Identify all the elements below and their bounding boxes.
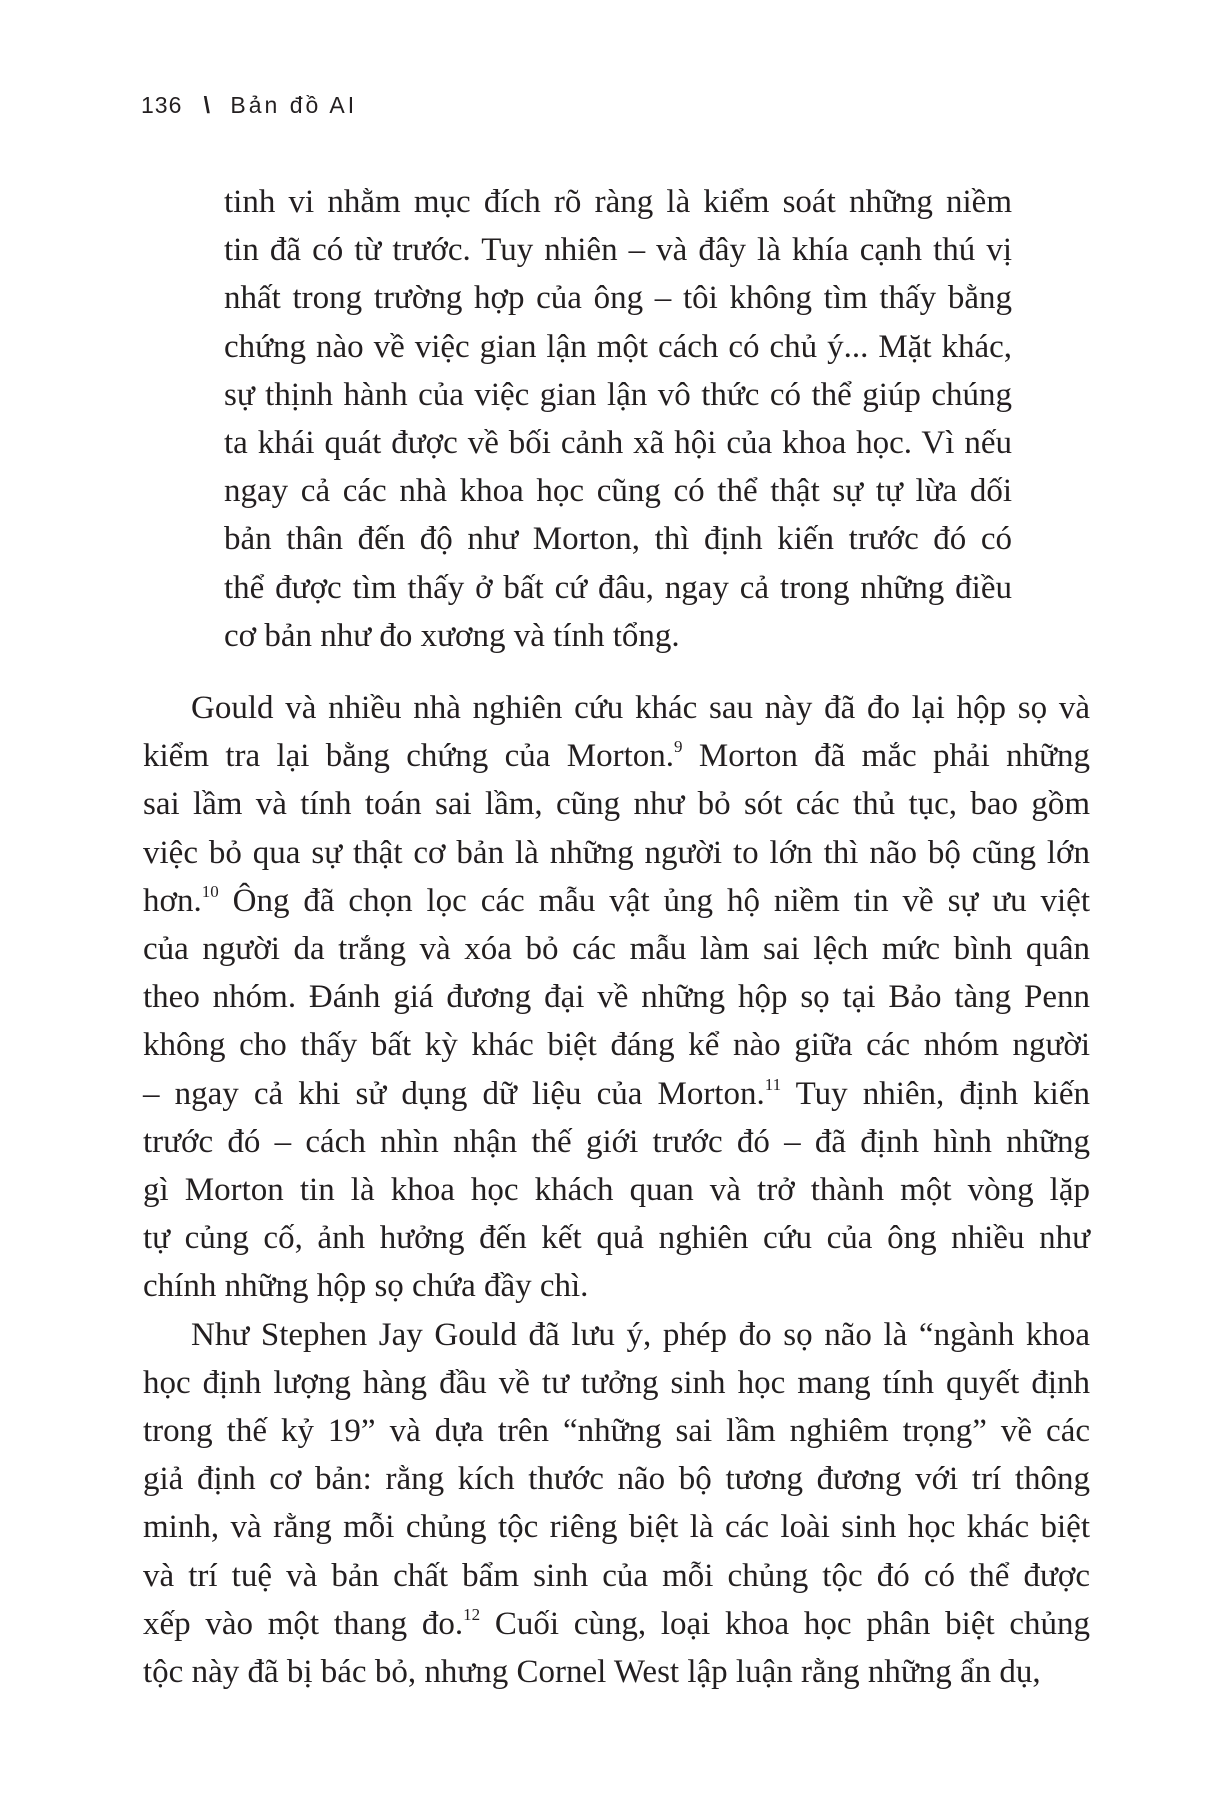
- quote-line: sự thịnh hành của việc gian lận vô thức có thể giúp chúng: [224, 376, 1012, 413]
- text-line: [143, 684, 1090, 732]
- footnote-marker[interactable]: 9: [674, 737, 683, 757]
- text-line: [143, 973, 1090, 1021]
- text-line: [143, 829, 1090, 877]
- text-run: gì Morton tin là khoa học khách quan và trở thành một vòng lặp: [143, 1172, 1090, 1209]
- text-run: trước đó – cách nhìn nhận thế giới trước đó – đã định hình những: [143, 1123, 1090, 1160]
- text-line: [143, 780, 1090, 828]
- text-run: tộc này đã bị bác bỏ, nhưng Cornel West lập luận rằng những ẩn dụ,: [143, 1654, 1041, 1691]
- text-line: [143, 1118, 1090, 1166]
- text-line: [143, 732, 1090, 780]
- text-line: [143, 925, 1090, 973]
- block-quote: [224, 178, 1012, 660]
- quote-line: tinh vi nhằm mục đích rõ ràng là kiểm soát những niềm: [224, 184, 1012, 220]
- text-run: hơn.: [143, 882, 202, 919]
- text-run: chính những hộp sọ chứa đầy chì.: [143, 1268, 589, 1305]
- text-line: [143, 1166, 1090, 1214]
- text-run: Ông đã chọn lọc các mẫu vật ủng hộ niềm tin về sự ưu việt: [218, 882, 1090, 919]
- text-line: [143, 1600, 1090, 1648]
- text-run: – ngay cả khi sử dụng dữ liệu của Morton.: [143, 1075, 765, 1112]
- footnote-marker[interactable]: 12: [463, 1604, 481, 1624]
- paragraph-craniometry: [143, 1311, 1090, 1697]
- quote-line: thể được tìm thấy ở bất cứ đâu, ngay cả trong những điều: [224, 569, 1012, 606]
- text-run: không cho thấy bất kỳ khác biệt đáng kể nào giữa các nhóm người: [143, 1027, 1090, 1064]
- text-run: và trí tuệ và bản chất bẩm sinh của mỗi chủng tộc đó có thể được: [143, 1557, 1090, 1594]
- quote-line: ta khái quát được về bối cảnh xã hội của khoa học. Vì nếu: [224, 425, 1012, 462]
- text-run: Cuối cùng, loại khoa học phân biệt chủng: [480, 1605, 1090, 1642]
- text-run: theo nhóm. Đánh giá đương đại về những hộp sọ tại Bảo tàng Penn: [143, 979, 1090, 1016]
- text-run: Gould và nhiều nhà nghiên cứu khác sau này đã đo lại hộp sọ và: [191, 690, 1090, 726]
- quote-line: chứng nào về việc gian lận một cách có chủ ý... Mặt khác,: [224, 328, 1012, 365]
- text-line: [143, 1070, 1090, 1118]
- page-number: 136: [141, 91, 183, 118]
- text-line: [143, 1214, 1090, 1262]
- text-run: Như Stephen Jay Gould đã lưu ý, phép đo sọ não là “ngành khoa: [191, 1316, 1090, 1353]
- running-head: [141, 88, 357, 122]
- quote-line: bản thân đến độ như Morton, thì định kiến trước đó có: [224, 521, 1012, 558]
- text-line: [143, 1407, 1090, 1455]
- text-line: [143, 1359, 1090, 1407]
- text-run: kiểm tra lại bằng chứng của Morton.: [143, 738, 675, 775]
- text-run: tự củng cố, ảnh hưởng đến kết quả nghiên cứu của ông nhiều như: [143, 1220, 1090, 1257]
- text-line: [143, 1455, 1090, 1503]
- text-run: giả định cơ bản: rằng kích thước não bộ tương đương với trí thông: [143, 1461, 1090, 1498]
- quote-line: tin đã có từ trước. Tuy nhiên – và đây là khía cạnh thú vị: [224, 232, 1012, 269]
- text-line: [143, 1262, 1090, 1310]
- text-run: xếp vào một thang đo.: [143, 1605, 464, 1642]
- text-run: việc bỏ qua sự thật cơ bản là những người to lớn thì não bộ cũng lớn: [143, 834, 1090, 871]
- footnote-marker[interactable]: 11: [764, 1074, 782, 1094]
- text-run: sai lầm và tính toán sai lầm, cũng như bỏ sót các thủ tục, bao gồm: [143, 786, 1090, 823]
- body-text: [143, 684, 1090, 1696]
- text-line: [143, 1648, 1090, 1696]
- text-line: [143, 1552, 1090, 1600]
- paragraph-morton-remeasure: [143, 684, 1090, 1311]
- text-run: học định lượng hàng đầu về tư tưởng sinh học mang tính quyết định: [143, 1364, 1090, 1401]
- quote-line: nhất trong trường hợp của ông – tôi không tìm thấy bằng: [224, 280, 1012, 317]
- text-run: Morton đã mắc phải những: [682, 738, 1091, 775]
- text-run: trong thế kỷ 19” và dựa trên “những sai lầm nghiêm trọng” về các: [143, 1413, 1090, 1450]
- book-title: Bản đồ AI: [230, 91, 358, 118]
- text-line: [143, 1311, 1090, 1359]
- text-line: [143, 1503, 1090, 1551]
- text-line: [143, 1021, 1090, 1069]
- footnote-marker[interactable]: 10: [201, 881, 219, 901]
- text-run: của người da trắng và xóa bỏ các mẫu làm sai lệch mức bình quân: [143, 931, 1090, 968]
- text-run: Tuy nhiên, định kiến: [781, 1075, 1090, 1112]
- quote-line: cơ bản như đo xương và tính tổng.: [224, 617, 680, 654]
- text-run: minh, và rằng mỗi chủng tộc riêng biệt là các loài sinh học khác biệt: [143, 1509, 1090, 1546]
- text-line: [143, 877, 1090, 925]
- header-separator: \: [203, 91, 212, 118]
- quote-line: ngay cả các nhà khoa học cũng có thể thật sự tự lừa dối: [224, 473, 1012, 510]
